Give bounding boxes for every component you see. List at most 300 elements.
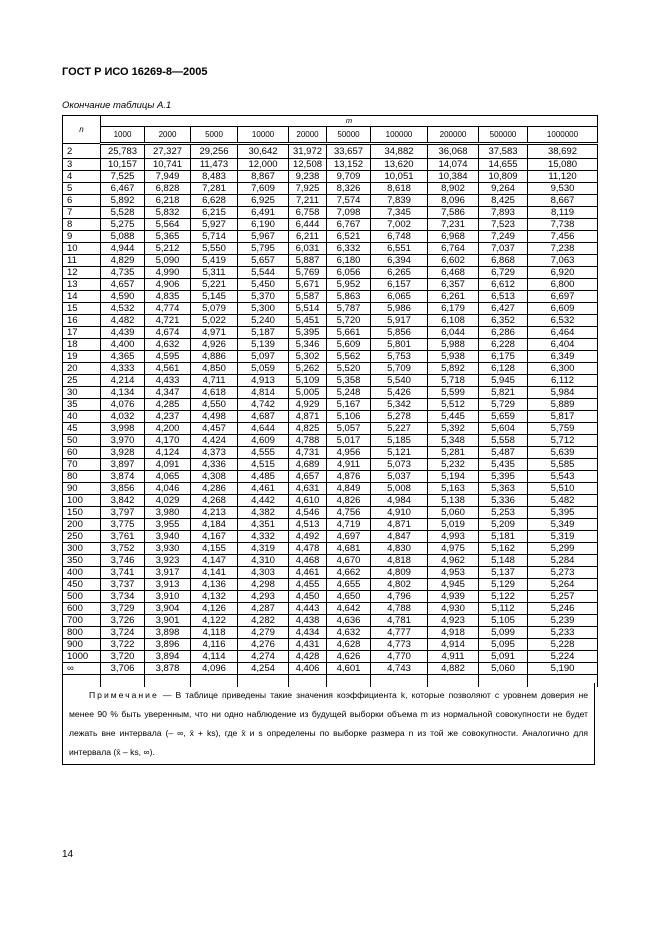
table-row	[63, 375, 598, 387]
value-cell: 7,949	[145, 171, 191, 183]
value-cell: 12,000	[238, 159, 289, 171]
value-cell: 6,394	[371, 255, 428, 267]
value-cell: 5,190	[528, 663, 598, 675]
value-cell: 6,261	[428, 291, 479, 303]
value-cell: 4,628	[327, 639, 371, 651]
value-cell: 4,742	[238, 399, 289, 411]
value-cell: 4,939	[428, 591, 479, 603]
value-cell: 4,990	[145, 267, 191, 279]
value-cell: 4,674	[145, 327, 191, 339]
value-cell: 5,233	[528, 627, 598, 639]
value-cell: 4,268	[191, 495, 238, 507]
value-cell: 3,923	[145, 555, 191, 567]
value-cell: 5,712	[528, 435, 598, 447]
value-cell: 4,492	[289, 531, 327, 543]
value-cell: 9,238	[289, 171, 327, 183]
value-cell: 6,211	[289, 231, 327, 243]
value-cell: 8,867	[238, 171, 289, 183]
value-cell: 4,697	[327, 531, 371, 543]
row-n-cell: 150	[63, 507, 101, 519]
value-cell: 6,044	[428, 327, 479, 339]
row-n-cell: 35	[63, 399, 101, 411]
value-cell: 4,670	[327, 555, 371, 567]
value-cell: 4,882	[428, 663, 479, 675]
value-cell: 5,137	[479, 567, 528, 579]
value-cell: 13,152	[327, 159, 371, 171]
value-cell: 5,392	[428, 423, 479, 435]
value-cell: 6,357	[428, 279, 479, 291]
value-cell: 4,631	[289, 483, 327, 495]
value-cell: 3,729	[101, 603, 145, 615]
table-row	[63, 483, 598, 495]
value-cell: 3,775	[101, 519, 145, 531]
row-n-cell: 8	[63, 219, 101, 231]
value-cell: 4,532	[101, 303, 145, 315]
value-cell: 4,438	[289, 615, 327, 627]
value-cell: 6,300	[528, 363, 598, 375]
value-cell: 5,349	[528, 519, 598, 531]
value-cell: 6,404	[528, 339, 598, 351]
value-cell: 6,056	[327, 267, 371, 279]
table-row	[63, 279, 598, 291]
value-cell: 3,928	[101, 447, 145, 459]
value-cell: 5,346	[289, 339, 327, 351]
value-cell: 5,787	[327, 303, 371, 315]
value-cell: 6,729	[479, 267, 528, 279]
value-cell: 4,076	[101, 399, 145, 411]
coefficient-table	[62, 115, 598, 687]
value-cell: 4,279	[238, 627, 289, 639]
value-cell: 6,609	[528, 303, 598, 315]
value-cell: 4,285	[145, 399, 191, 411]
table-row	[63, 555, 598, 567]
value-cell: 4,923	[428, 615, 479, 627]
table-row	[63, 183, 598, 195]
value-cell: 5,528	[101, 207, 145, 219]
value-cell: 7,738	[528, 219, 598, 231]
value-cell: 4,609	[238, 435, 289, 447]
value-cell: 4,721	[145, 315, 191, 327]
value-cell: 4,809	[371, 567, 428, 579]
value-cell: 5,091	[479, 651, 528, 663]
value-cell: 5,336	[479, 495, 528, 507]
value-cell: 5,671	[289, 279, 327, 291]
value-cell: 3,842	[101, 495, 145, 507]
value-cell: 5,181	[479, 531, 528, 543]
row-n-cell: ∞	[63, 663, 101, 675]
value-cell: 5,520	[327, 363, 371, 375]
value-cell: 6,602	[428, 255, 479, 267]
value-cell: 4,442	[238, 495, 289, 507]
value-cell: 4,636	[327, 615, 371, 627]
value-cell: 14,074	[428, 159, 479, 171]
value-cell: 5,138	[428, 495, 479, 507]
value-cell: 10,809	[479, 171, 528, 183]
value-cell: 7,211	[289, 195, 327, 207]
value-cell: 4,134	[101, 387, 145, 399]
value-cell: 5,005	[289, 387, 327, 399]
value-cell: 4,114	[191, 651, 238, 663]
column-header-m: 2000	[145, 127, 191, 144]
value-cell: 5,163	[428, 483, 479, 495]
value-cell: 4,332	[238, 531, 289, 543]
row-n-cell: 14	[63, 291, 101, 303]
value-cell: 5,967	[238, 231, 289, 243]
table-row	[63, 291, 598, 303]
value-cell: 4,141	[191, 567, 238, 579]
value-cell: 10,051	[371, 171, 428, 183]
value-cell: 5,714	[191, 231, 238, 243]
value-cell: 4,170	[145, 435, 191, 447]
row-n-cell: 18	[63, 339, 101, 351]
row-n-cell: 4	[63, 171, 101, 183]
column-header-m: 1000000	[528, 127, 598, 144]
value-cell: 4,825	[289, 423, 327, 435]
value-cell: 6,180	[327, 255, 371, 267]
value-cell: 5,892	[428, 363, 479, 375]
value-cell: 5,121	[371, 447, 428, 459]
value-cell: 5,358	[327, 375, 371, 387]
table-row	[63, 579, 598, 591]
value-cell: 5,264	[528, 579, 598, 591]
value-cell: 6,128	[479, 363, 528, 375]
value-cell: 4,116	[191, 639, 238, 651]
value-cell: 4,214	[101, 375, 145, 387]
value-cell: 8,425	[479, 195, 528, 207]
value-cell: 5,060	[428, 507, 479, 519]
value-cell: 5,986	[371, 303, 428, 315]
value-cell: 4,650	[327, 591, 371, 603]
row-n-cell: 12	[63, 267, 101, 279]
table-row	[63, 327, 598, 339]
note-text: — В таблице приведены такие значения коэффициента k, которые позволяют с уровнем доверия не менее 90 % быть уверенным, что ни одно наблюдение из будущей выборки объема m из нормальной совокупности не будет лежать вне интервала (– ∞, x̄ + ks), где x̄ и s определены по выборке размера n из той же совокупности. Аналогично для интервала (x̄ – ks, ∞).	[69, 690, 588, 757]
value-cell: 5,604	[479, 423, 528, 435]
value-cell: 4,632	[145, 339, 191, 351]
value-cell: 13,620	[371, 159, 428, 171]
value-cell: 3,896	[145, 639, 191, 651]
value-cell: 4,485	[238, 471, 289, 483]
value-cell: 5,892	[101, 195, 145, 207]
value-cell: 6,444	[289, 219, 327, 231]
value-cell: 6,758	[289, 207, 327, 219]
value-cell: 3,998	[101, 423, 145, 435]
value-cell: 5,370	[238, 291, 289, 303]
value-cell: 4,032	[101, 411, 145, 423]
value-cell: 4,065	[145, 471, 191, 483]
value-cell: 5,167	[327, 399, 371, 411]
value-cell: 4,515	[238, 459, 289, 471]
value-cell: 6,265	[371, 267, 428, 279]
value-cell: 5,609	[327, 339, 371, 351]
value-cell: 5,240	[238, 315, 289, 327]
table-row	[63, 567, 598, 579]
value-cell: 27,327	[145, 144, 191, 159]
value-cell: 3,726	[101, 615, 145, 627]
value-cell: 7,609	[238, 183, 289, 195]
value-cell: 5,122	[479, 591, 528, 603]
value-cell: 5,917	[371, 315, 428, 327]
value-cell: 3,917	[145, 567, 191, 579]
value-cell: 7,238	[528, 243, 598, 255]
value-cell: 3,913	[145, 579, 191, 591]
value-cell: 6,286	[479, 327, 528, 339]
value-cell: 4,428	[289, 651, 327, 663]
value-cell: 4,781	[371, 615, 428, 627]
value-cell: 5,945	[479, 375, 528, 387]
table-row	[63, 255, 598, 267]
value-cell: 5,599	[428, 387, 479, 399]
value-cell: 5,059	[238, 363, 289, 375]
value-cell: 6,532	[528, 315, 598, 327]
value-cell: 30,642	[238, 144, 289, 159]
table-row	[63, 411, 598, 423]
value-cell: 4,286	[191, 483, 238, 495]
row-n-cell: 15	[63, 303, 101, 315]
value-cell: 5,426	[371, 387, 428, 399]
value-cell: 5,435	[479, 459, 528, 471]
value-cell: 4,871	[289, 411, 327, 423]
value-cell: 4,213	[191, 507, 238, 519]
value-cell: 4,849	[327, 483, 371, 495]
value-cell: 4,918	[428, 627, 479, 639]
value-cell: 5,938	[428, 351, 479, 363]
value-cell: 4,886	[191, 351, 238, 363]
value-cell: 14,655	[479, 159, 528, 171]
row-n-cell: 16	[63, 315, 101, 327]
value-cell: 4,773	[371, 639, 428, 651]
value-cell: 4,610	[289, 495, 327, 507]
row-n-cell: 3	[63, 159, 101, 171]
value-cell: 4,689	[289, 459, 327, 471]
value-cell: 4,124	[145, 447, 191, 459]
value-cell: 5,348	[428, 435, 479, 447]
row-n-cell: 400	[63, 567, 101, 579]
value-cell: 4,455	[289, 579, 327, 591]
value-cell: 6,468	[428, 267, 479, 279]
value-cell: 5,514	[289, 303, 327, 315]
value-cell: 6,925	[238, 195, 289, 207]
value-cell: 5,564	[145, 219, 191, 231]
table-row	[63, 144, 598, 159]
value-cell: 4,711	[191, 375, 238, 387]
row-n-cell: 20	[63, 363, 101, 375]
value-cell: 3,910	[145, 591, 191, 603]
value-cell: 4,468	[289, 555, 327, 567]
value-cell: 6,112	[528, 375, 598, 387]
row-n-cell: 5	[63, 183, 101, 195]
document-id-header: ГОСТ Р ИСО 16269-8—2005	[62, 66, 208, 78]
value-cell: 5,017	[327, 435, 371, 447]
value-cell: 4,835	[145, 291, 191, 303]
value-cell: 5,105	[479, 615, 528, 627]
value-cell: 3,752	[101, 543, 145, 555]
value-cell: 4,945	[428, 579, 479, 591]
value-cell: 6,218	[145, 195, 191, 207]
value-cell: 4,796	[371, 591, 428, 603]
value-cell: 4,147	[191, 555, 238, 567]
row-n-cell: 6	[63, 195, 101, 207]
value-cell: 8,618	[371, 183, 428, 195]
value-cell: 4,308	[191, 471, 238, 483]
value-cell: 5,544	[238, 267, 289, 279]
value-cell: 4,351	[238, 519, 289, 531]
value-cell: 5,395	[528, 507, 598, 519]
value-cell: 5,863	[327, 291, 371, 303]
value-cell: 4,788	[289, 435, 327, 447]
value-cell: 5,451	[289, 315, 327, 327]
value-cell: 5,984	[528, 387, 598, 399]
table-row	[63, 363, 598, 375]
column-header-m: 5000	[191, 127, 238, 144]
value-cell: 5,090	[145, 255, 191, 267]
value-cell: 5,227	[371, 423, 428, 435]
value-cell: 4,770	[371, 651, 428, 663]
value-cell: 3,706	[101, 663, 145, 675]
row-n-cell: 350	[63, 555, 101, 567]
value-cell: 4,237	[145, 411, 191, 423]
value-cell: 4,655	[327, 579, 371, 591]
value-cell: 5,319	[528, 531, 598, 543]
value-cell: 3,797	[101, 507, 145, 519]
value-cell: 4,096	[191, 663, 238, 675]
value-cell: 4,735	[101, 267, 145, 279]
table-row	[63, 387, 598, 399]
value-cell: 6,800	[528, 279, 598, 291]
value-cell: 6,828	[145, 183, 191, 195]
value-cell: 5,927	[191, 219, 238, 231]
value-cell: 38,692	[528, 144, 598, 159]
value-cell: 4,319	[238, 543, 289, 555]
value-cell: 4,818	[371, 555, 428, 567]
value-cell: 7,249	[479, 231, 528, 243]
value-cell: 4,601	[327, 663, 371, 675]
value-cell: 9,530	[528, 183, 598, 195]
row-n-cell: 30	[63, 387, 101, 399]
value-cell: 7,231	[428, 219, 479, 231]
value-cell: 5,450	[238, 279, 289, 291]
row-n-cell: 17	[63, 327, 101, 339]
row-n-cell: 800	[63, 627, 101, 639]
value-cell: 5,729	[479, 399, 528, 411]
table-row	[63, 219, 598, 231]
value-cell: 4,953	[428, 567, 479, 579]
value-cell: 4,944	[101, 243, 145, 255]
value-cell: 4,830	[371, 543, 428, 555]
table-row	[63, 423, 598, 435]
value-cell: 3,761	[101, 531, 145, 543]
value-cell: 5,639	[528, 447, 598, 459]
value-cell: 4,310	[238, 555, 289, 567]
value-cell: 4,626	[327, 651, 371, 663]
value-cell: 5,212	[145, 243, 191, 255]
value-cell: 31,972	[289, 144, 327, 159]
value-cell: 4,118	[191, 627, 238, 639]
value-cell: 6,767	[327, 219, 371, 231]
table-row	[63, 243, 598, 255]
value-cell: 6,513	[479, 291, 528, 303]
value-cell: 5,253	[479, 507, 528, 519]
value-cell: 3,904	[145, 603, 191, 615]
value-cell: 8,483	[191, 171, 238, 183]
value-cell: 4,478	[289, 543, 327, 555]
value-cell: 5,395	[289, 327, 327, 339]
value-cell: 6,697	[528, 291, 598, 303]
value-cell: 9,709	[327, 171, 371, 183]
table-row	[63, 435, 598, 447]
value-cell: 5,019	[428, 519, 479, 531]
value-cell: 5,112	[479, 603, 528, 615]
value-cell: 5,275	[101, 219, 145, 231]
value-cell: 3,856	[101, 483, 145, 495]
value-cell: 7,063	[528, 255, 598, 267]
value-cell: 6,179	[428, 303, 479, 315]
value-cell: 4,373	[191, 447, 238, 459]
table-row	[63, 627, 598, 639]
value-cell: 5,129	[479, 579, 528, 591]
value-cell: 4,681	[327, 543, 371, 555]
value-cell: 5,148	[479, 555, 528, 567]
value-cell: 6,920	[528, 267, 598, 279]
table-row	[63, 207, 598, 219]
table-row	[63, 663, 598, 675]
value-cell: 6,190	[238, 219, 289, 231]
value-cell: 7,098	[327, 207, 371, 219]
row-n-cell: 60	[63, 447, 101, 459]
table-row	[63, 639, 598, 651]
value-cell: 4,365	[101, 351, 145, 363]
value-cell: 4,555	[238, 447, 289, 459]
value-cell: 4,657	[101, 279, 145, 291]
value-cell: 6,352	[479, 315, 528, 327]
value-cell: 5,769	[289, 267, 327, 279]
value-cell: 5,550	[191, 243, 238, 255]
value-cell: 3,898	[145, 627, 191, 639]
value-cell: 4,293	[238, 591, 289, 603]
value-cell: 5,194	[428, 471, 479, 483]
value-cell: 5,109	[289, 375, 327, 387]
value-cell: 6,868	[479, 255, 528, 267]
value-cell: 8,326	[327, 183, 371, 195]
row-n-cell: 11	[63, 255, 101, 267]
value-cell: 4,434	[289, 627, 327, 639]
value-cell: 5,299	[528, 543, 598, 555]
table-row	[63, 591, 598, 603]
value-cell: 4,561	[145, 363, 191, 375]
row-n-cell: 50	[63, 435, 101, 447]
row-n-cell: 45	[63, 423, 101, 435]
value-cell: 29,256	[191, 144, 238, 159]
value-cell: 3,878	[145, 663, 191, 675]
value-cell: 5,482	[528, 495, 598, 507]
value-cell: 7,456	[528, 231, 598, 243]
value-cell: 6,349	[528, 351, 598, 363]
table-row	[63, 495, 598, 507]
value-cell: 3,737	[101, 579, 145, 591]
value-cell: 4,167	[191, 531, 238, 543]
value-cell: 5,821	[479, 387, 528, 399]
value-cell: 6,491	[238, 207, 289, 219]
value-cell: 3,741	[101, 567, 145, 579]
table-row	[63, 315, 598, 327]
value-cell: 5,445	[428, 411, 479, 423]
value-cell: 6,764	[428, 243, 479, 255]
value-cell: 8,902	[428, 183, 479, 195]
value-cell: 5,718	[428, 375, 479, 387]
value-cell: 5,487	[479, 447, 528, 459]
value-cell: 4,439	[101, 327, 145, 339]
row-n-cell: 1000	[63, 651, 101, 663]
value-cell: 4,802	[371, 579, 428, 591]
